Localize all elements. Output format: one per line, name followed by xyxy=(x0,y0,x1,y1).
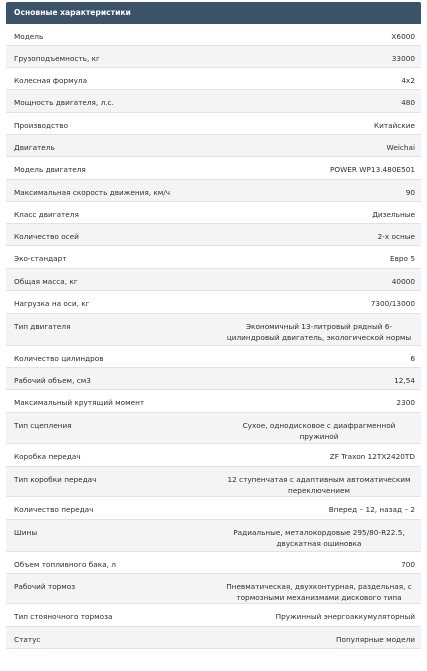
spec-row xyxy=(6,444,421,467)
spec-value: Экономичный 13-литровый рядный 6-цилиндровый двигатель, экологической нормы xyxy=(226,322,412,342)
spec-label: Класс двигателя xyxy=(14,210,79,219)
spec-row xyxy=(6,574,421,604)
spec-value: 90 xyxy=(405,188,415,197)
spec-row xyxy=(6,224,421,246)
spec-label: Модель xyxy=(14,32,44,41)
spec-value: 12 ступенчатая с адаптивным автоматическим переключением xyxy=(227,475,411,495)
spec-label: Модель двигателя xyxy=(14,165,86,174)
spec-value: Китайские xyxy=(373,121,415,130)
spec-label: Грузоподъемность, кг xyxy=(14,54,100,63)
spec-value: 2300 xyxy=(396,398,415,407)
spec-label: Максимальная скорость движения, км/ч xyxy=(14,188,171,197)
spec-value: Дизельные xyxy=(372,210,415,219)
spec-row xyxy=(6,269,421,291)
spec-value: ZF Traxon 12TX2420TD xyxy=(329,452,415,461)
spec-row xyxy=(6,135,421,157)
spec-label: Количество передач xyxy=(14,505,94,514)
spec-value: Пружинный энергоаккумуляторный xyxy=(275,612,415,621)
spec-row xyxy=(6,24,421,46)
spec-label: Рабочий тормоз xyxy=(14,582,76,591)
spec-label: Рабочий объем, см3 xyxy=(14,376,91,385)
spec-label: Колесная формула xyxy=(14,76,88,85)
spec-value: X6000 xyxy=(391,32,415,41)
spec-value: Радиальные, металокордовые 295/80-R22.5, двускатная ошиновка xyxy=(233,528,405,548)
spec-row xyxy=(6,113,421,135)
spec-row xyxy=(6,46,421,68)
spec-row xyxy=(6,314,421,346)
spec-row xyxy=(6,368,421,390)
spec-label: Тип двигателя xyxy=(14,322,71,331)
spec-row xyxy=(6,520,421,552)
spec-row xyxy=(6,202,421,224)
spec-label: Статус xyxy=(14,635,41,644)
spec-value: 2-х осные xyxy=(377,232,415,241)
spec-value: 12,54 xyxy=(394,376,415,385)
spec-label: Тип стояночного тормоза xyxy=(14,612,113,621)
spec-value: Популярные модели xyxy=(336,635,415,644)
spec-label: Двигатель xyxy=(14,143,55,152)
spec-row xyxy=(6,627,421,649)
spec-row xyxy=(6,390,421,413)
spec-row xyxy=(6,413,421,444)
specs-table xyxy=(6,2,421,649)
spec-label: Количество осей xyxy=(14,232,79,241)
spec-value: Вперед – 12, назад – 2 xyxy=(328,505,415,514)
spec-row xyxy=(6,467,421,497)
spec-row xyxy=(6,497,421,520)
specs-rows xyxy=(6,24,421,649)
spec-value: 40000 xyxy=(391,277,415,286)
spec-value: 4x2 xyxy=(401,76,415,85)
spec-row xyxy=(6,291,421,314)
spec-label: Коробка передач xyxy=(14,452,81,461)
spec-row xyxy=(6,246,421,269)
spec-label: Нагрузка на оси, кг xyxy=(14,299,90,308)
spec-value: POWER WP13.480E501 xyxy=(329,165,415,174)
spec-value: Weichai xyxy=(386,143,415,152)
spec-label: Максимальный крутящий момент xyxy=(14,398,145,407)
spec-value: Пневматическая, двухконтурная, раздельная, с тормозными механизмами дискового типа xyxy=(226,582,412,602)
spec-value: 6 xyxy=(410,354,415,363)
spec-row xyxy=(6,552,421,574)
spec-row xyxy=(6,346,421,368)
spec-label: Количество цилиндров xyxy=(14,354,104,363)
spec-row xyxy=(6,90,421,113)
spec-label: Производство xyxy=(14,121,69,130)
spec-label: Объем топливного бака, л xyxy=(14,560,116,569)
spec-row xyxy=(6,157,421,180)
spec-value: 33000 xyxy=(391,54,415,63)
spec-label: Тип коробки передач xyxy=(14,475,97,484)
spec-row xyxy=(6,604,421,627)
spec-label: Мощность двигателя, л.с. xyxy=(14,98,114,107)
spec-label: Тип сцепления xyxy=(14,421,72,430)
specs-title: Основные характеристики xyxy=(6,2,421,24)
spec-value: 700 xyxy=(401,560,415,569)
spec-label: Общая масса, кг xyxy=(14,277,78,286)
spec-row xyxy=(6,180,421,202)
spec-value: Сухое, однодисковое с диафрагменной пружиной xyxy=(242,421,396,441)
spec-value: Евро 5 xyxy=(390,254,415,263)
spec-value: 7300/13000 xyxy=(370,299,415,308)
spec-value: 480 xyxy=(401,98,415,107)
spec-label: Эко-стандарт xyxy=(14,254,67,263)
spec-label: Шины xyxy=(14,528,38,537)
spec-row xyxy=(6,68,421,90)
